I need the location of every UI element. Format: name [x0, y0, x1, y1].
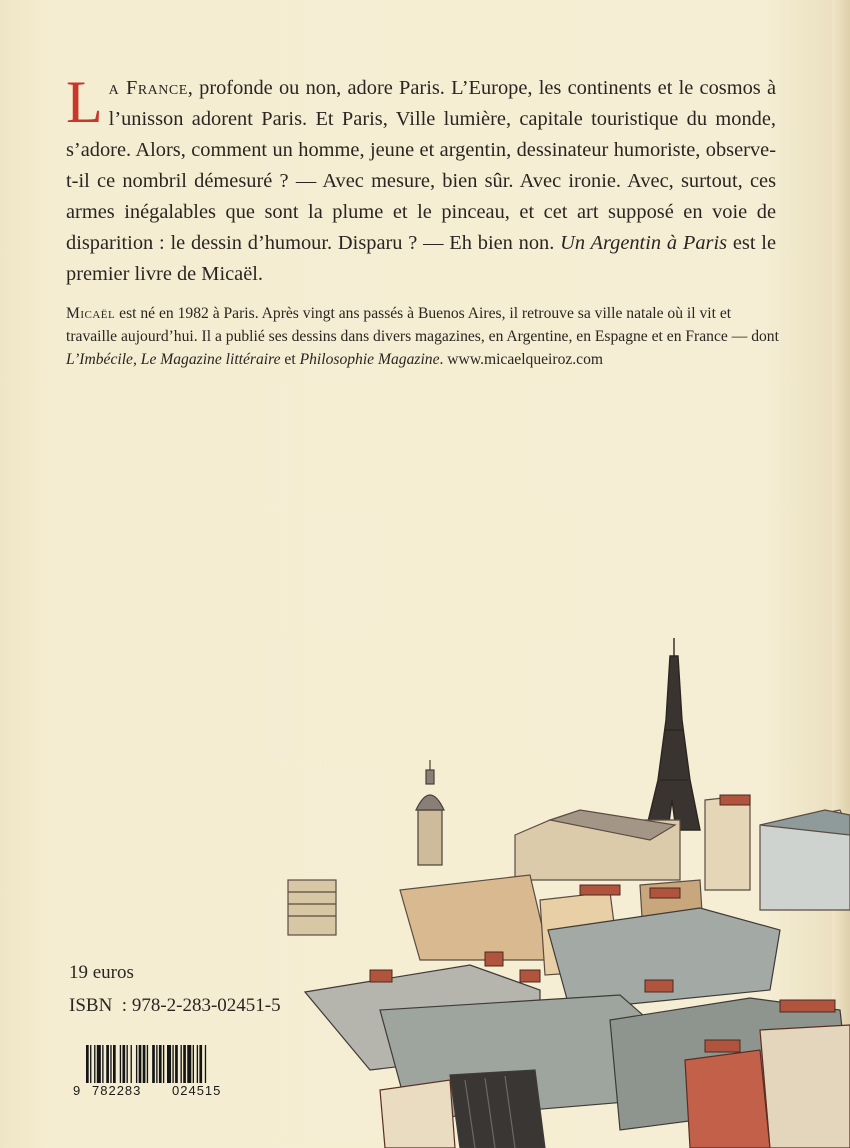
barcode-bar	[127, 1045, 128, 1083]
barcode-bar	[106, 1045, 109, 1083]
barcode-bar	[167, 1045, 171, 1083]
isbn-label: ISBN : 978-2-283-02451-5	[69, 995, 281, 1016]
barcode-bar	[102, 1045, 103, 1083]
barcode-bar	[159, 1045, 162, 1083]
barcode-bar	[183, 1045, 186, 1083]
barcode-bar	[199, 1045, 202, 1083]
barcode-bar	[147, 1045, 148, 1083]
barcode-bar	[175, 1045, 178, 1083]
barcode-bar	[143, 1045, 146, 1083]
barcode-bar	[110, 1045, 111, 1083]
blurb-body: , profonde ou non, adore Paris. L’Europe, les continents et le cosmos à l’unisson adorent Paris. Et Paris, Ville lumière, capitale touristique du monde, s’adore. Alors, comment un homme, jeune et argentin, dessinateur humoriste, observe-t-il ce nombril démesuré ? — Avec mesure, bien sûr. Avec ironie. Avec, surtout, ces armes inégalables que sont la plume et le pinceau, et cet art supposé en voie de disparition : le dessin d’humour. Disparu ? — Eh bien non.	[66, 77, 776, 254]
barcode-bar	[156, 1045, 157, 1083]
barcode-bar	[172, 1045, 173, 1083]
barcode-bar	[163, 1045, 164, 1083]
bio-text-1: est né en 1982 à Paris. Après vingt ans passés à Buenos Aires, il retrouve sa ville natale où il vit et travaille aujourd’hui. Il a publié ses dessins dans divers magazines, en Argentine, en Espagne et en France — dont	[66, 305, 779, 345]
eiffel-tower	[646, 638, 700, 830]
barcode-bar	[205, 1045, 206, 1083]
book-blurb	[66, 69, 777, 290]
blurb-lead: a France	[108, 77, 188, 99]
barcode-bar	[139, 1045, 142, 1083]
book-title: Un Argentin à Paris	[560, 232, 728, 254]
barcode-bar	[197, 1045, 198, 1083]
bio-separator-2: et	[280, 351, 300, 368]
barcode-bar	[113, 1045, 116, 1083]
drop-cap: L	[66, 69, 103, 135]
barcode-bar	[193, 1045, 194, 1083]
barcode-bar	[122, 1045, 125, 1083]
barcode-bar	[120, 1045, 121, 1083]
barcode-group-1: 782283	[92, 1083, 142, 1097]
barcode-bar	[131, 1045, 132, 1083]
bio-text-2: . www.micaelqueiroz.com	[439, 351, 604, 368]
barcode-bars	[86, 1045, 206, 1083]
barcode-bar	[97, 1045, 101, 1083]
barcode-group-2: 024515	[172, 1083, 222, 1097]
barcode-bar	[136, 1045, 137, 1083]
author-name: Micaël	[66, 305, 116, 322]
church-dome	[416, 760, 444, 865]
barcode-bar	[152, 1045, 155, 1083]
magazine-1: L’Imbécile,	[66, 351, 137, 368]
magazine-3: Philosophie Magazine	[299, 351, 440, 368]
author-bio	[66, 302, 784, 371]
barcode-bar	[181, 1045, 182, 1083]
barcode-bar	[187, 1045, 191, 1083]
barcode-bar	[86, 1045, 89, 1083]
magazine-2: Le Magazine littéraire	[140, 351, 281, 368]
blurb-ending: est le premier livre de Micaël.	[66, 232, 777, 285]
barcode	[72, 1045, 252, 1097]
barcode-bar	[94, 1045, 95, 1083]
barcode-first-digit: 9	[73, 1083, 81, 1097]
paris-rooftops-illustration	[280, 630, 850, 1148]
price-label: 19 euros	[69, 962, 134, 983]
barcode-bar	[90, 1045, 91, 1083]
